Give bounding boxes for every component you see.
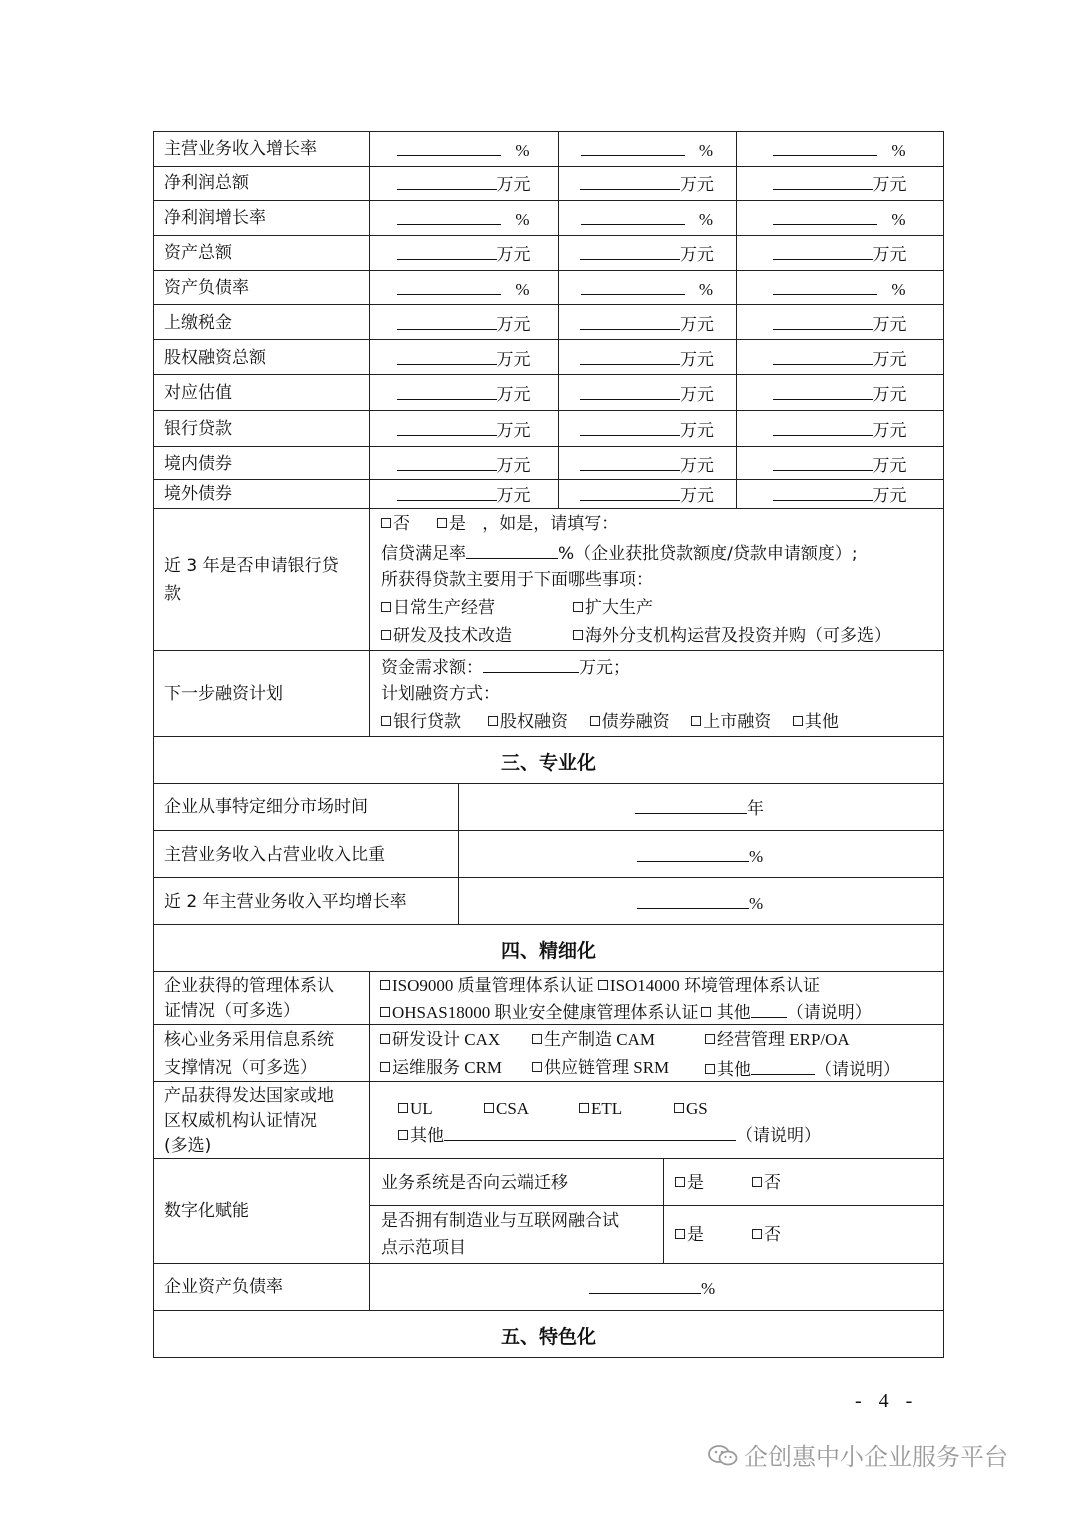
unit-label: 万元: [496, 350, 531, 369]
mgmt-opt-ohsas[interactable]: OHSAS18000 职业安全健康管理体系认证: [380, 1003, 713, 1022]
finance-value-field[interactable]: [372, 243, 555, 265]
finance-value-field[interactable]: [561, 348, 733, 370]
finance-row-label: 净利润总额: [164, 173, 249, 193]
digital-q2-b: 点示范项目: [381, 1238, 466, 1258]
finance-value-field[interactable]: [561, 208, 733, 230]
info-opt-erp[interactable]: 经营管理 ERP/OA: [705, 1030, 850, 1050]
loan-label-1: 近 3 年是否申请银行贷: [164, 556, 339, 576]
input-underline: [397, 173, 497, 190]
input-underline: [580, 173, 680, 190]
input-underline: [581, 208, 685, 225]
unit-label: %: [891, 210, 906, 229]
loan-label-2: 款: [164, 584, 181, 604]
cert-opt-other[interactable]: 其他 （请说明）: [398, 1124, 821, 1146]
finance-value-field[interactable]: [739, 139, 940, 161]
input-underline: [773, 278, 877, 295]
unit-label: 万元: [872, 456, 907, 475]
finance-value-field[interactable]: [561, 454, 733, 476]
finance-row-label: 净利润增长率: [164, 208, 266, 228]
watermark: 企创惠中小企业服务平台: [708, 1437, 1008, 1474]
plan-opt-bank[interactable]: 银行贷款: [381, 712, 461, 732]
page-number: - 4 -: [855, 1390, 919, 1412]
finance-value-field[interactable]: [372, 383, 555, 405]
finance-value-field[interactable]: [739, 173, 940, 195]
info-label-1: 核心业务采用信息系统: [164, 1030, 334, 1050]
info-opt-other[interactable]: 其他 （请说明）: [705, 1058, 900, 1080]
digital-q2-yes[interactable]: 是: [675, 1225, 704, 1245]
checkbox-icon: [573, 630, 583, 640]
mgmt-opt-iso9000[interactable]: ISO9000 质量管理体系认证: [380, 976, 594, 995]
sec3-row3-value[interactable]: %: [637, 892, 763, 914]
digital-label: 数字化赋能: [164, 1201, 249, 1221]
finance-value-field[interactable]: [372, 313, 555, 335]
finance-value-field[interactable]: [739, 278, 940, 300]
finance-value-field[interactable]: [561, 173, 733, 195]
loan-opt4[interactable]: 海外分支机构运营及投资并购（可多选）: [573, 626, 891, 646]
sec3-row3-label: 近 2 年主营业务收入平均增长率: [164, 892, 407, 912]
input-underline: [773, 243, 873, 260]
input-underline: [397, 454, 497, 471]
input-underline: [581, 139, 685, 156]
finance-value-field[interactable]: [561, 139, 733, 161]
finance-value-field[interactable]: [372, 278, 555, 300]
sec3-row1-value[interactable]: 年: [635, 797, 764, 819]
input-underline: [397, 278, 501, 295]
finance-value-field[interactable]: [372, 208, 555, 230]
finance-value-field[interactable]: [372, 139, 555, 161]
info-opt-srm[interactable]: 供应链管理 SRM: [532, 1058, 669, 1078]
mgmt-opts-line2: [380, 1001, 872, 1023]
unit-label: 万元: [496, 486, 531, 505]
input-underline: [580, 348, 680, 365]
mgmt-opts-line1: [380, 976, 820, 996]
unit-label: 万元: [872, 421, 907, 440]
unit-label: %: [891, 141, 906, 160]
info-opt-crm[interactable]: 运维服务 CRM: [380, 1058, 502, 1078]
digital-q1-yes[interactable]: 是: [675, 1173, 704, 1193]
plan-need-field[interactable]: [483, 656, 579, 673]
unit-label: 万元: [680, 486, 714, 505]
input-underline: [773, 383, 873, 400]
finance-row-label: 股权融资总额: [164, 348, 266, 368]
finance-value-field[interactable]: [739, 383, 940, 405]
finance-value-field[interactable]: [561, 419, 733, 441]
input-underline: [773, 139, 877, 156]
unit-label: %: [698, 210, 714, 229]
input-underline: [397, 484, 497, 501]
loan-opt2[interactable]: 扩大生产: [573, 598, 653, 618]
input-underline: [397, 383, 497, 400]
plan-method-line: 计划融资方式：: [381, 684, 500, 704]
finance-value-field[interactable]: [561, 243, 733, 265]
unit-label: 万元: [872, 315, 907, 334]
mgmt-opt-iso14000[interactable]: ISO14000 环境管理体系认证: [598, 976, 820, 995]
mgmt-opt-other[interactable]: 其他 （请说明）: [716, 1003, 872, 1022]
cert-opt-ul[interactable]: UL: [398, 1099, 433, 1119]
finance-row-label: 对应估值: [164, 383, 232, 403]
cert-opt-csa[interactable]: CSA: [484, 1099, 529, 1119]
unit-label: 万元: [496, 315, 531, 334]
plan-opt-bond[interactable]: 债券融资: [590, 712, 670, 732]
finance-row-label: 上缴税金: [164, 313, 232, 333]
checkbox-icon: [381, 602, 391, 612]
plan-label: 下一步融资计划: [164, 684, 283, 704]
cert-opt-etl[interactable]: ETL: [579, 1099, 622, 1119]
plan-opt-equity[interactable]: 股权融资: [488, 712, 568, 732]
debt-value[interactable]: %: [589, 1277, 715, 1299]
finance-value-field[interactable]: [561, 383, 733, 405]
digital-q2-no[interactable]: 否: [752, 1225, 781, 1245]
unit-label: 万元: [496, 456, 531, 475]
finance-row-label: 主营业务收入增长率: [164, 139, 317, 159]
unit-label: %: [698, 141, 714, 160]
wechat-icon: [708, 1444, 738, 1474]
mgmt-label-1: 企业获得的管理体系认: [164, 976, 334, 996]
unit-label: %: [515, 280, 530, 299]
input-underline: [773, 454, 873, 471]
plan-options: [381, 712, 839, 732]
finance-value-field[interactable]: [739, 454, 940, 476]
input-underline: [580, 454, 680, 471]
checkbox-icon: [573, 602, 583, 612]
unit-label: 万元: [872, 385, 907, 404]
unit-label: %: [515, 141, 530, 160]
input-underline: [581, 278, 685, 295]
input-underline: [773, 208, 877, 225]
unit-label: 万元: [496, 421, 531, 440]
finance-value-field[interactable]: [739, 484, 940, 506]
loan-rate-line: 信贷满足率 %（企业获批贷款额度/贷款申请额度）;: [381, 544, 858, 564]
unit-label: %: [698, 280, 714, 299]
loan-yes-checkbox[interactable]: [437, 518, 447, 528]
sec3-row1-label: 企业从事特定细分市场时间: [164, 797, 368, 817]
finance-value-field[interactable]: [561, 313, 733, 335]
checkbox-icon: [381, 630, 391, 640]
unit-label: 万元: [872, 350, 907, 369]
cert-label-2: 区权威机构认证情况: [164, 1111, 317, 1131]
cert-opt-gs[interactable]: GS: [674, 1099, 708, 1119]
finance-value-field[interactable]: [739, 313, 940, 335]
loan-no-checkbox[interactable]: [381, 518, 391, 528]
digital-q1-no[interactable]: 否: [752, 1173, 781, 1193]
finance-value-field[interactable]: [739, 243, 940, 265]
unit-label: 万元: [872, 486, 907, 505]
finance-value-field[interactable]: [372, 484, 555, 506]
info-opt-cax[interactable]: 研发设计 CAX: [380, 1030, 500, 1050]
mgmt-label-2: 证情况（可多选）: [164, 1001, 300, 1021]
unit-label: 万元: [680, 456, 714, 475]
input-underline: [397, 208, 501, 225]
unit-label: 万元: [872, 175, 907, 194]
finance-value-field[interactable]: [561, 278, 733, 300]
info-label-2: 支撑情况（可多选）: [164, 1058, 317, 1078]
finance-row-label: 银行贷款: [164, 419, 232, 439]
unit-label: %: [515, 210, 530, 229]
input-underline: [773, 313, 873, 330]
input-underline: [580, 484, 680, 501]
loan-yesno: 否 是 ，如是，请填写：: [381, 514, 618, 534]
plan-opt-ipo[interactable]: 上市融资: [691, 712, 771, 732]
finance-value-field[interactable]: [372, 454, 555, 476]
plan-opt-other[interactable]: 其他: [793, 712, 839, 732]
finance-value-field[interactable]: [372, 173, 555, 195]
input-underline: [580, 313, 680, 330]
sec3-row2-value[interactable]: %: [637, 845, 763, 867]
info-opt-cam[interactable]: 生产制造 CAM: [532, 1030, 655, 1050]
finance-value-field[interactable]: [372, 348, 555, 370]
unit-label: 万元: [680, 245, 714, 264]
loan-opt3[interactable]: 研发及技术改造: [381, 626, 512, 646]
unit-label: 万元: [680, 421, 714, 440]
input-underline: [397, 139, 501, 156]
section4-title: 四、精细化: [500, 940, 596, 962]
finance-value-field[interactable]: [372, 419, 555, 441]
input-underline: [773, 484, 873, 501]
cert-label-3: (多选): [164, 1136, 212, 1156]
debt-label: 企业资产负债率: [164, 1277, 283, 1297]
finance-value-field[interactable]: [739, 208, 940, 230]
input-underline: [397, 313, 497, 330]
input-underline: [773, 173, 873, 190]
finance-row-label: 资产负债率: [164, 278, 249, 298]
input-underline: [773, 348, 873, 365]
unit-label: 万元: [680, 350, 714, 369]
input-underline: [580, 419, 680, 436]
input-underline: [397, 419, 497, 436]
finance-row-label: 资产总额: [164, 243, 232, 263]
unit-label: 万元: [680, 385, 714, 404]
unit-label: 万元: [496, 245, 531, 264]
unit-label: 万元: [496, 175, 531, 194]
digital-q1: 业务系统是否向云端迁移: [381, 1173, 568, 1193]
input-underline: [580, 383, 680, 400]
section3-title: 三、专业化: [500, 752, 596, 774]
finance-value-field[interactable]: [561, 484, 733, 506]
finance-value-field[interactable]: [739, 348, 940, 370]
cert-label-1: 产品获得发达国家或地: [164, 1086, 334, 1106]
finance-row-label: 境外债券: [164, 484, 232, 504]
digital-q2-a: 是否拥有制造业与互联网融合试: [381, 1211, 619, 1231]
input-underline: [397, 243, 497, 260]
finance-value-field[interactable]: [739, 419, 940, 441]
section5-title: 五、特色化: [500, 1326, 596, 1348]
unit-label: %: [891, 280, 906, 299]
sec3-row2-label: 主营业务收入占营业收入比重: [164, 845, 385, 865]
finance-row-label: 境内债券: [164, 454, 232, 474]
loan-rate-field[interactable]: [466, 542, 558, 559]
input-underline: [773, 419, 873, 436]
unit-label: 万元: [872, 245, 907, 264]
plan-need-line: 资金需求额： 万元；: [381, 658, 630, 678]
input-underline: [397, 348, 497, 365]
loan-usage-line: 所获得贷款主要用于下面哪些事项：: [381, 570, 653, 590]
unit-label: 万元: [496, 385, 531, 404]
unit-label: 万元: [680, 315, 714, 334]
input-underline: [580, 243, 680, 260]
loan-opt1[interactable]: 日常生产经营: [381, 598, 495, 618]
unit-label: 万元: [680, 175, 714, 194]
